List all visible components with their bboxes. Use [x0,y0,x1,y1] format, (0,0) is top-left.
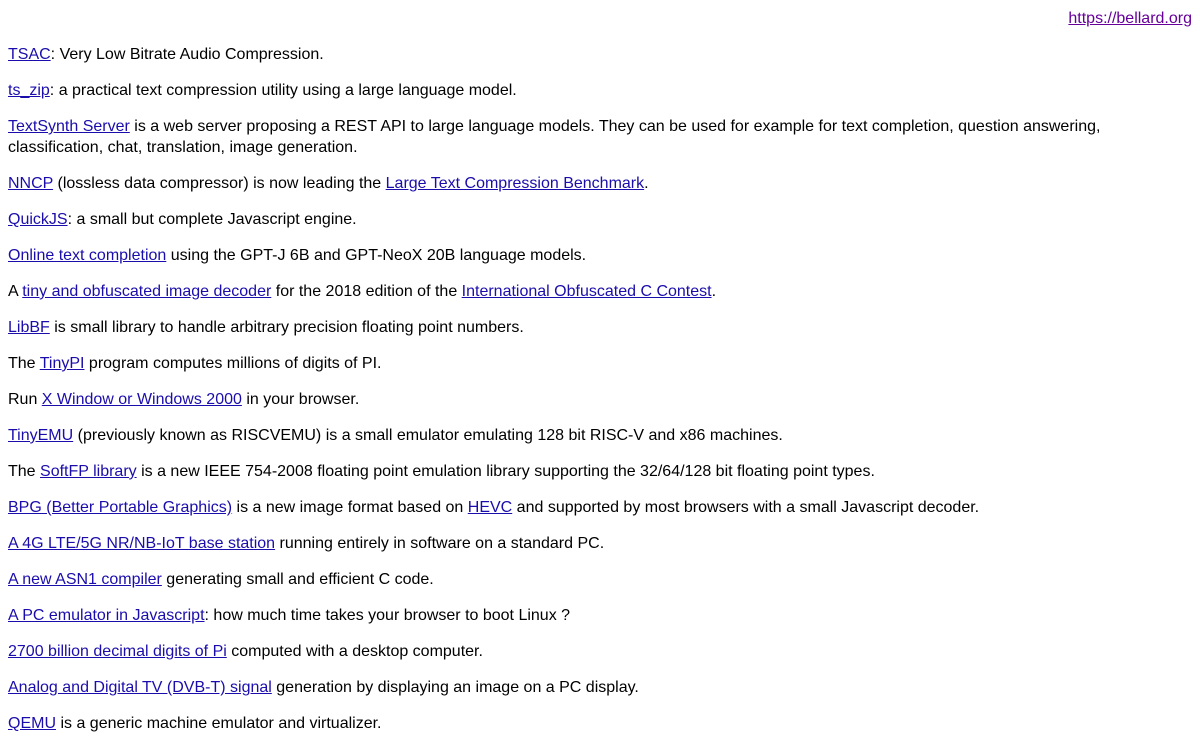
entry-text: for the 2018 edition of the [271,283,462,300]
entry-text: program computes millions of digits of PI. [84,355,382,372]
entry-link[interactable]: tiny and obfuscated image decoder [22,283,272,300]
entry-link[interactable]: ts_zip [8,82,50,99]
list-item [8,209,1192,230]
entry-text: in your browser. [241,391,360,408]
entry-text: is a web server proposing a REST API to large language models. They can be used for example for text completion, question answering, classification, chat, translation, image generation. [8,118,1101,156]
entry-link[interactable]: Analog and Digital TV (DVB-T) signal [8,679,272,696]
project-list [8,44,1192,740]
entry-link[interactable]: TSAC [8,46,51,63]
entry-text-end: and supported by most browsers with a small Javascript decoder. [512,499,980,516]
list-item [8,317,1192,338]
list-item [8,245,1192,266]
entry-link-secondary[interactable]: International Obfuscated C Contest [461,283,712,300]
list-item [8,533,1192,554]
entry-link[interactable]: QEMU [8,715,56,732]
entry-text: generating small and efficient C code. [161,571,434,588]
entry-text: running entirely in software on a standard PC. [275,535,605,552]
list-item [8,461,1192,482]
entry-link[interactable]: TextSynth Server [8,118,130,135]
entry-prefix: A [8,283,23,300]
list-item [8,281,1192,302]
entry-text: (previously known as RISCVEMU) is a small emulator emulating 128 bit RISC-V and x86 machines. [73,427,783,444]
entry-link[interactable]: TinyEMU [8,427,74,444]
entry-text: using the GPT-J 6B and GPT-NeoX 20B language models. [166,247,587,264]
entry-link[interactable]: LibBF [8,319,50,336]
entry-text: is a new image format based on [232,499,468,516]
entry-link[interactable]: BPG (Better Portable Graphics) [8,499,233,516]
list-item [8,389,1192,410]
entry-text: : Very Low Bitrate Audio Compression. [50,46,324,63]
entry-link[interactable]: SoftFP library [40,463,137,480]
entry-prefix: Run [8,391,42,408]
entry-link[interactable]: NNCP [8,175,54,192]
entry-link[interactable]: A PC emulator in Javascript [8,607,205,624]
list-item [8,353,1192,374]
entry-text: is small library to handle arbitrary precision floating point numbers. [49,319,524,336]
entry-link-secondary[interactable]: HEVC [467,499,513,516]
list-item [8,80,1192,101]
list-item [8,569,1192,590]
entry-link-secondary[interactable]: Large Text Compression Benchmark [385,175,645,192]
list-item [8,497,1192,518]
entry-text: : a practical text compression utility using a large language model. [49,82,517,99]
entry-text: : how much time takes your browser to boot Linux ? [204,607,571,624]
entry-link[interactable]: X Window or Windows 2000 [41,391,242,408]
list-item [8,641,1192,662]
list-item [8,713,1192,734]
entry-text: is a generic machine emulator and virtualizer. [56,715,382,732]
list-item [8,425,1192,446]
entry-link[interactable]: QuickJS [8,211,68,228]
entry-link[interactable]: 2700 billion decimal digits of Pi [8,643,227,660]
entry-text: computed with a desktop computer. [226,643,483,660]
list-item [8,605,1192,626]
entry-text: is a new IEEE 754-2008 floating point emulation library supporting the 32/64/128 bit floating point types. [136,463,875,480]
entry-link[interactable]: Online text completion [8,247,167,264]
entry-link[interactable]: TinyPI [39,355,85,372]
list-item [8,44,1192,65]
entry-link[interactable]: A new ASN1 compiler [8,571,162,588]
entry-text: (lossless data compressor) is now leading the [53,175,386,192]
site-link[interactable]: https://bellard.org [1068,10,1192,27]
entry-text: : a small but complete Javascript engine. [67,211,357,228]
entry-prefix: The [8,355,40,372]
entry-prefix: The [8,463,41,480]
list-item [8,677,1192,698]
entry-text-end: . [644,175,649,192]
entry-text: generation by displaying an image on a PC display. [271,679,639,696]
list-item [8,173,1192,194]
entry-link[interactable]: A 4G LTE/5G NR/NB-IoT base station [8,535,276,552]
list-item [8,116,1192,158]
entry-text-end: . [711,283,717,300]
